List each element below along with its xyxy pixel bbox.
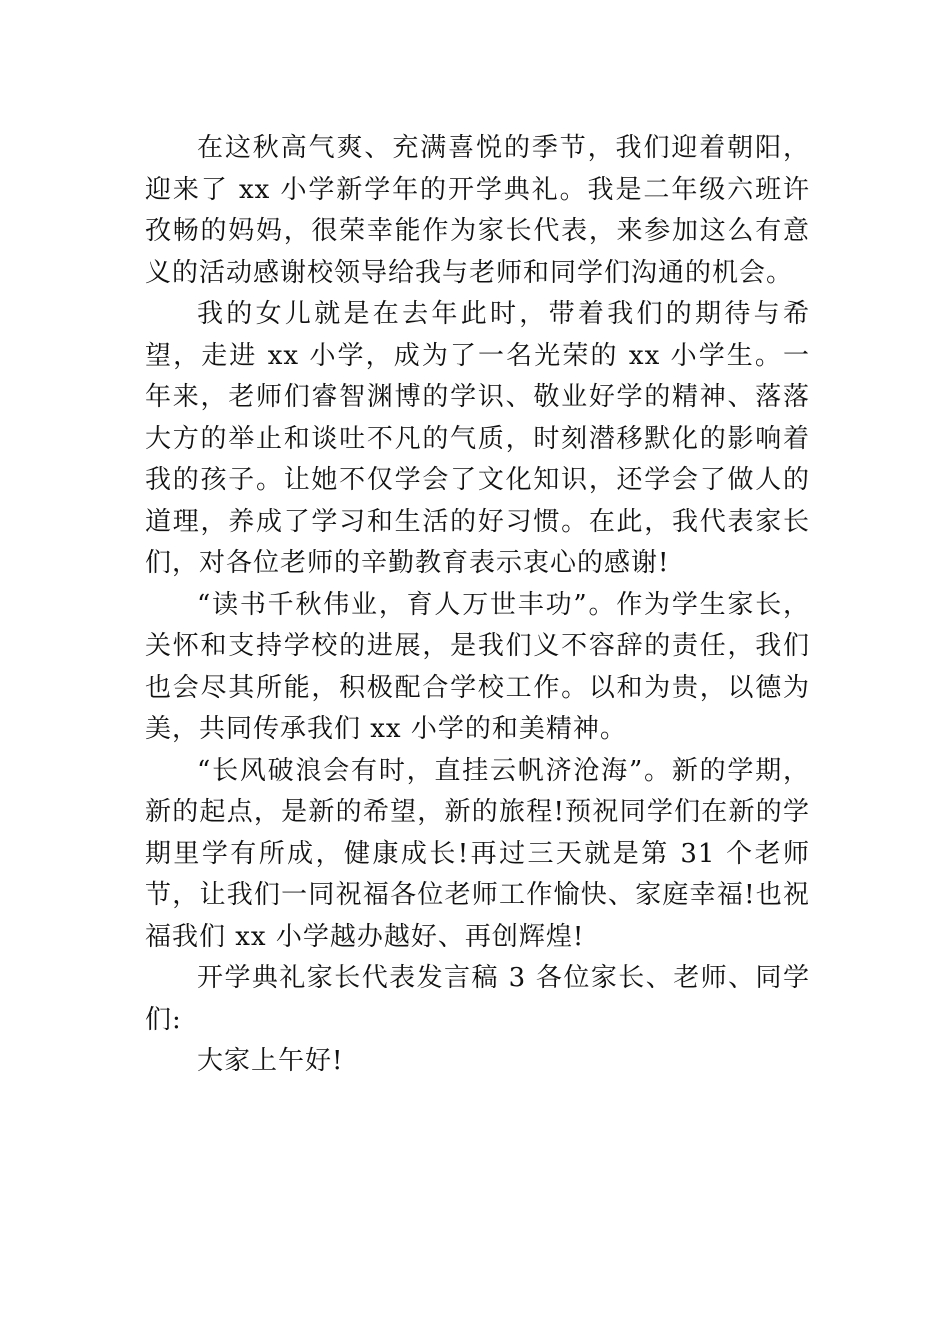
paragraph-4: “长风破浪会有时，直挂云帆济沧海”。新的学期，新的起点，是新的希望，新的旅程!预祝同学们在新的学期里学有所成，健康成长!再过三天就是第 31 个老师节，让我们一同祝福各位老师工作愉快、家庭幸福!也祝福我们 xx 小学越办越好、再创辉煌! bbox=[145, 755, 810, 952]
paragraph-5: 开学典礼家长代表发言稿 3 各位家长、老师、同学们: bbox=[145, 963, 810, 1035]
paragraph-2: 我的女儿就是在去年此时，带着我们的期待与希望，走进 xx 小学，成为了一名光荣的 xx 小学生。一年来，老师们睿智渊博的学识、敬业好学的精神、落落大方的举止和谈吐不凡的气质，时刻潜移默化的影响着我的孩子。让她不仅学会了文化知识，还学会了做人的道理，养成了学习和生活的好习惯。在此，我代表家长们，对各位老师的辛勤教育表示衷心的感谢! bbox=[145, 299, 810, 578]
paragraph-1: 在这秋高气爽、充满喜悦的季节，我们迎着朝阳，迎来了 xx 小学新学年的开学典礼。我是二年级六班许孜畅的妈妈，很荣幸能作为家长代表，来参加这么有意义的活动感谢校领导给我与老师和同学们沟通的机会。 bbox=[145, 133, 810, 288]
document-body bbox=[145, 128, 810, 1083]
paragraph-6: 大家上午好! bbox=[197, 1046, 344, 1076]
paragraph-3: “读书千秋伟业，育人万世丰功”。作为学生家长，关怀和支持学校的进展，是我们义不容辞的责任，我们也会尽其所能，积极配合学校工作。以和为贵，以德为美，共同传承我们 xx 小学的和美精神。 bbox=[145, 589, 810, 744]
